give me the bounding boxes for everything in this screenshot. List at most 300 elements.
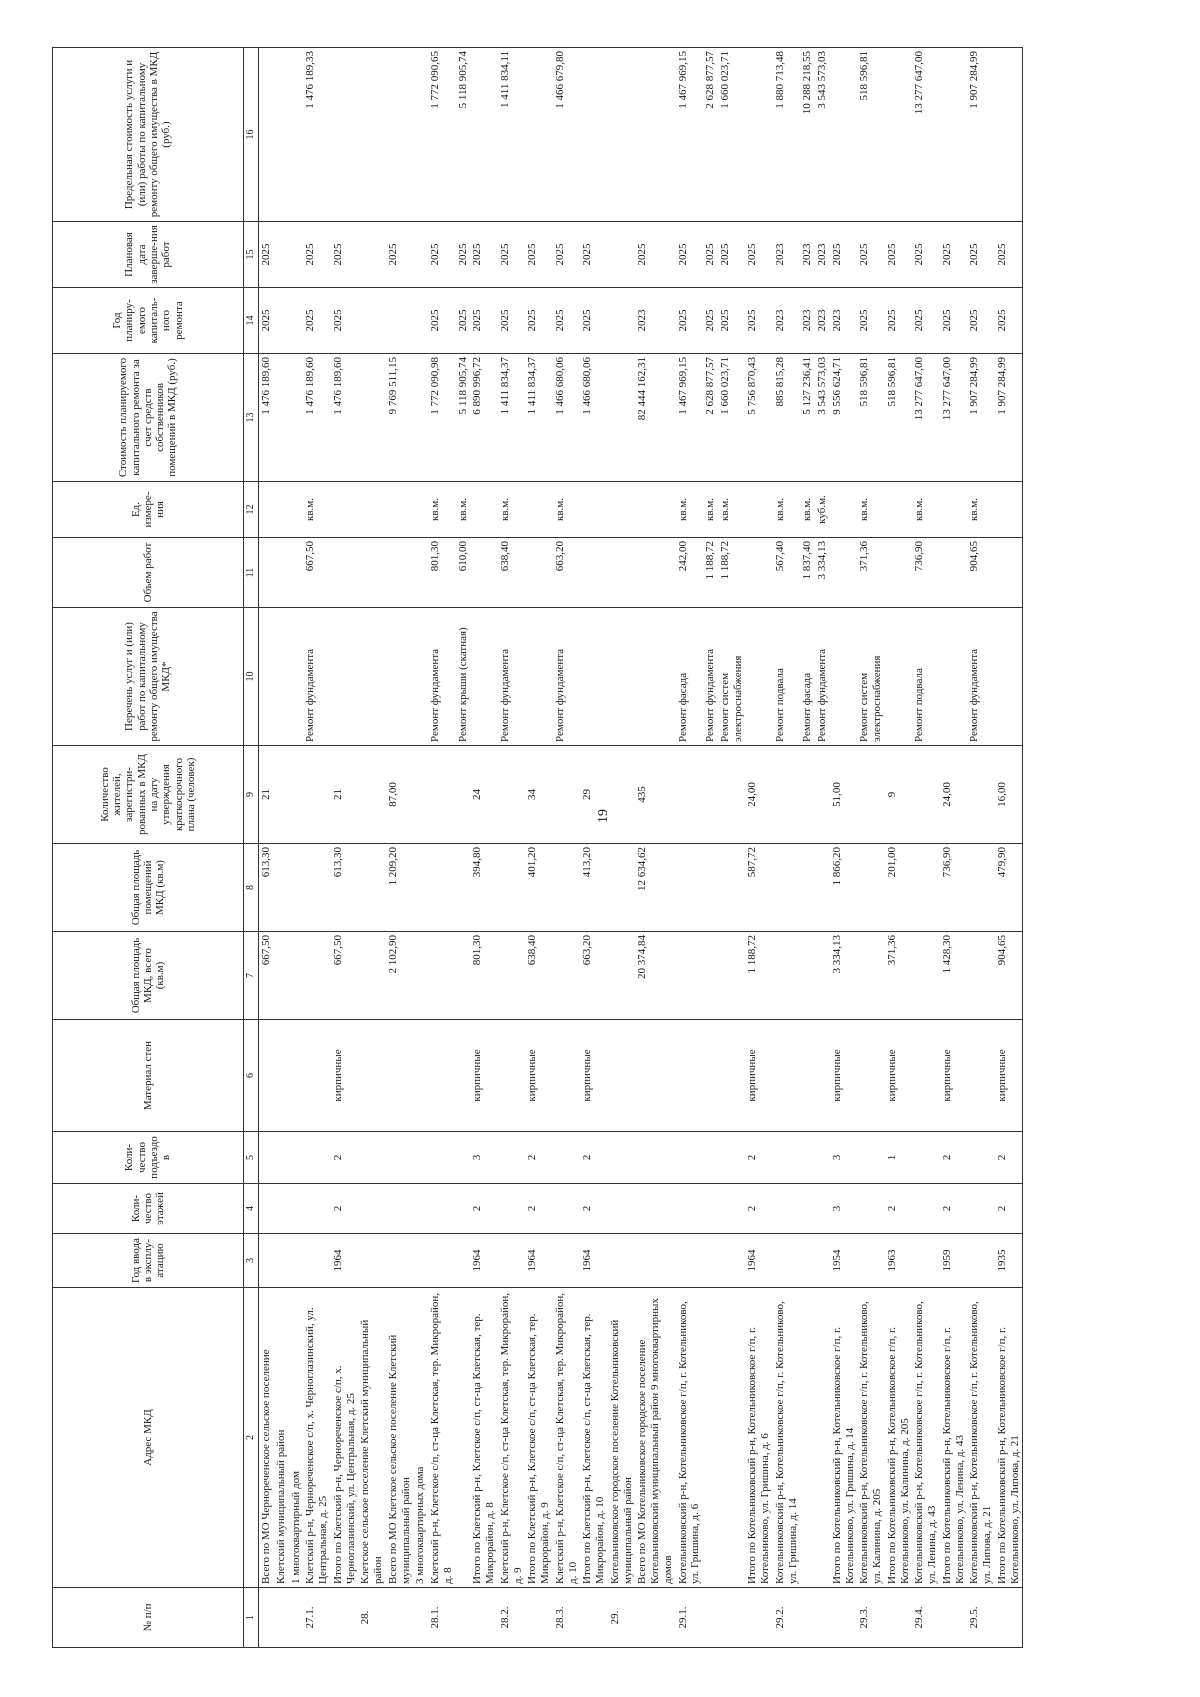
- column-number-11: 11: [244, 538, 259, 608]
- table-cell-col-12: кв.м.: [553, 482, 581, 538]
- table-cell-col-13: 2 628 877,57: [703, 354, 718, 482]
- table-cell-col-8: [718, 844, 746, 932]
- table-cell-col-5: [608, 1132, 636, 1184]
- table-cell-col-14: 2025: [703, 288, 718, 354]
- table-cell-col-16: [413, 48, 428, 222]
- table-cell-col-1: [525, 1588, 553, 1648]
- table-row: [815, 48, 830, 1648]
- table-row: [718, 48, 746, 1648]
- table-cell-col-13: 1 476 189,60: [303, 354, 331, 482]
- table-cell-col-4: [773, 1184, 801, 1234]
- table-cell-col-3: 1964: [470, 1234, 498, 1288]
- table-cell-col-12: кв.м.: [303, 482, 331, 538]
- table-cell-col-2: Всего по МО Клетское сельское поселение Клетский муниципальный район: [386, 1288, 414, 1588]
- table-cell-col-2: Итого по Клетский р-н, Чернореченское с/п, х. Черноглазинский, ул. Центральная, д. 25: [331, 1288, 359, 1588]
- table-cell-col-13: 1 466 680,06: [580, 354, 608, 482]
- table-cell-col-2: Всего по МО Чернореченское сельское поселение: [259, 1288, 274, 1588]
- table-cell-col-9: [703, 746, 718, 844]
- table-cell-col-9: [274, 746, 289, 844]
- table-cell-col-13: 3 543 573,03: [815, 354, 830, 482]
- table-cell-col-8: 1 209,20: [386, 844, 414, 932]
- table-cell-col-15: 2025: [386, 222, 414, 288]
- table-cell-col-2: Итого по Котельниковский р-н, Котельниковское г/п, г. Котельниково, ул. Ленина, д. 43: [940, 1288, 968, 1588]
- table-cell-col-1: [995, 1588, 1023, 1648]
- table-cell-col-2: Итого по Клетский р-н, Клетское с/п, ст-ца Клетская, тер. Микрорайон, д. 9: [525, 1288, 553, 1588]
- table-cell-col-3: 1935: [995, 1234, 1023, 1288]
- table-cell-col-13: 885 815,28: [773, 354, 801, 482]
- table-cell-col-2: Итого по Котельниковский р-н, Котельниковское г/п, г. Котельниково, ул. Калинина, д. 205: [885, 1288, 913, 1588]
- table-cell-col-15: [358, 222, 386, 288]
- table-cell-col-16: 1 467 969,15: [676, 48, 704, 222]
- table-cell-col-16: 518 596,81: [857, 48, 885, 222]
- table-row: [830, 48, 858, 1648]
- table-cell-col-15: 2025: [830, 222, 858, 288]
- table-cell-col-8: [289, 844, 304, 932]
- table-cell-col-16: [995, 48, 1023, 222]
- table-cell-col-6: [676, 1020, 704, 1132]
- column-number-8: 8: [244, 844, 259, 932]
- table-cell-col-16: 1 907 284,99: [967, 48, 995, 222]
- table-cell-col-10: [830, 608, 858, 746]
- table-cell-col-3: 1963: [885, 1234, 913, 1288]
- table-cell-col-5: 2: [745, 1132, 773, 1184]
- table-cell-col-13: 1 466 680,06: [553, 354, 581, 482]
- table-cell-col-10: [940, 608, 968, 746]
- table-cell-col-10: Ремонт подвала: [912, 608, 940, 746]
- table-cell-col-6: [358, 1020, 386, 1132]
- table-cell-col-14: 2025: [912, 288, 940, 354]
- table-cell-col-15: 2025: [553, 222, 581, 288]
- table-cell-col-11: [940, 538, 968, 608]
- table-cell-col-7: 663,20: [580, 932, 608, 1020]
- column-header-4: Коли-чество этажей: [53, 1184, 244, 1234]
- table-cell-col-15: 2025: [967, 222, 995, 288]
- table-cell-col-11: [386, 538, 414, 608]
- table-cell-col-6: [815, 1020, 830, 1132]
- table-cell-col-1: [815, 1588, 830, 1648]
- table-cell-col-14: 2025: [857, 288, 885, 354]
- table-cell-col-6: [635, 1020, 675, 1132]
- table-cell-col-12: кв.м.: [857, 482, 885, 538]
- table-cell-col-15: 2025: [456, 222, 471, 288]
- table-cell-col-16: 1 880 713,48: [773, 48, 801, 222]
- table-cell-col-8: [773, 844, 801, 932]
- table-cell-col-5: [800, 1132, 815, 1184]
- table-cell-col-5: [303, 1132, 331, 1184]
- table-cell-col-12: кв.м.: [912, 482, 940, 538]
- column-header-1: № п/п: [53, 1588, 244, 1648]
- column-header-14: Год планиру-емого капиталь-ного ремонта: [53, 288, 244, 354]
- table-cell-col-5: [289, 1132, 304, 1184]
- table-cell-col-4: [386, 1184, 414, 1234]
- table-cell-col-12: [470, 482, 498, 538]
- table-cell-col-6: кирпичные: [525, 1020, 553, 1132]
- table-cell-col-8: [456, 844, 471, 932]
- table-cell-col-12: [608, 482, 636, 538]
- table-cell-col-8: [553, 844, 581, 932]
- table-cell-col-4: [274, 1184, 289, 1234]
- table-cell-col-6: кирпичные: [940, 1020, 968, 1132]
- table-cell-col-1: [703, 1588, 718, 1648]
- table-cell-col-13: [274, 354, 289, 482]
- table-cell-col-1: [386, 1588, 414, 1648]
- table-cell-col-5: [857, 1132, 885, 1184]
- column-header-13: Стоимость планируемого капитального ремонта за счет средств собственников помещений в МКД (руб.): [53, 354, 244, 482]
- table-cell-col-1: [289, 1588, 304, 1648]
- table-cell-col-2: 3 многоквартирных дома: [413, 1288, 428, 1588]
- table-cell-col-8: 613,30: [331, 844, 359, 932]
- table-cell-col-15: 2025: [912, 222, 940, 288]
- column-number-10: 10: [244, 608, 259, 746]
- table-cell-col-15: 2025: [995, 222, 1023, 288]
- table-cell-col-10: Ремонт фундамента: [703, 608, 718, 746]
- table-cell-col-3: [498, 1234, 526, 1288]
- table-cell-col-3: [274, 1234, 289, 1288]
- table-cell-col-5: [259, 1132, 274, 1184]
- table-cell-col-5: [773, 1132, 801, 1184]
- table-cell-col-7: [608, 932, 636, 1020]
- table-cell-col-12: кв.м.: [498, 482, 526, 538]
- table-cell-col-8: [498, 844, 526, 932]
- table-cell-col-16: [830, 48, 858, 222]
- table-cell-col-11: 667,50: [303, 538, 331, 608]
- table-cell-col-3: [413, 1234, 428, 1288]
- table-cell-col-7: [274, 932, 289, 1020]
- table-row: [995, 48, 1023, 1648]
- table-cell-col-6: кирпичные: [580, 1020, 608, 1132]
- table-cell-col-7: [967, 932, 995, 1020]
- table-cell-col-7: [303, 932, 331, 1020]
- table-cell-col-7: [773, 932, 801, 1020]
- table-cell-col-3: [456, 1234, 471, 1288]
- table-cell-col-3: 1964: [525, 1234, 553, 1288]
- table-cell-col-9: [413, 746, 428, 844]
- table-cell-col-12: [745, 482, 773, 538]
- table-cell-col-7: 20 374,84: [635, 932, 675, 1020]
- table-cell-col-11: [470, 538, 498, 608]
- table-cell-col-2: [815, 1288, 830, 1588]
- table-cell-col-8: [912, 844, 940, 932]
- table-row: [635, 48, 675, 1648]
- table-cell-col-2: Всего по МО Котельниковское городское поселение Котельниковский муниципальный район 9 многоквартирных домов: [635, 1288, 675, 1588]
- table-cell-col-13: 518 596,81: [857, 354, 885, 482]
- table-cell-col-14: 2025: [428, 288, 456, 354]
- table-row: [940, 48, 968, 1648]
- table-cell-col-5: [553, 1132, 581, 1184]
- table-cell-col-9: 16,00: [995, 746, 1023, 844]
- table-cell-col-14: 2023: [830, 288, 858, 354]
- table-cell-col-13: [608, 354, 636, 482]
- table-cell-col-1: [635, 1588, 675, 1648]
- table-row: [703, 48, 718, 1648]
- table-row: [608, 48, 636, 1648]
- table-cell-col-5: [413, 1132, 428, 1184]
- table-cell-col-16: 3 543 573,03: [815, 48, 830, 222]
- table-cell-col-14: 2025: [259, 288, 274, 354]
- table-cell-col-12: [289, 482, 304, 538]
- table-cell-col-2: 1 многоквартирный дом: [289, 1288, 304, 1588]
- table-cell-col-13: 9 556 624,71: [830, 354, 858, 482]
- table-cell-col-12: кв.м.: [428, 482, 456, 538]
- table-cell-col-15: 2025: [498, 222, 526, 288]
- column-number-16: 16: [244, 48, 259, 222]
- table-row: [580, 48, 608, 1648]
- table-cell-col-5: [718, 1132, 746, 1184]
- table-row: [470, 48, 498, 1648]
- table-cell-col-15: 2025: [885, 222, 913, 288]
- table-cell-col-3: [303, 1234, 331, 1288]
- table-cell-col-4: [289, 1184, 304, 1234]
- capital-repair-plan-table: [52, 47, 1023, 1648]
- table-cell-col-10: Ремонт подвала: [773, 608, 801, 746]
- table-cell-col-3: 1954: [830, 1234, 858, 1288]
- table-cell-col-9: [608, 746, 636, 844]
- table-cell-col-7: 667,50: [331, 932, 359, 1020]
- table-cell-col-4: 2: [885, 1184, 913, 1234]
- table-cell-col-14: [386, 288, 414, 354]
- table-cell-col-10: [274, 608, 289, 746]
- table-cell-col-4: 2: [940, 1184, 968, 1234]
- table-cell-col-5: 2: [940, 1132, 968, 1184]
- table-cell-col-3: [676, 1234, 704, 1288]
- rotated-table-container: [52, 48, 1147, 1648]
- table-cell-col-12: кв.м.: [967, 482, 995, 538]
- table-row: [745, 48, 773, 1648]
- table-cell-col-11: 1 837,40: [800, 538, 815, 608]
- table-cell-col-8: 613,30: [259, 844, 274, 932]
- table-cell-col-12: [274, 482, 289, 538]
- table-cell-col-12: кв.м.: [800, 482, 815, 538]
- table-cell-col-7: [428, 932, 456, 1020]
- table-cell-col-6: кирпичные: [470, 1020, 498, 1132]
- column-number-9: 9: [244, 746, 259, 844]
- table-cell-col-2: Котельниковский р-н, Котельниковское г/п, г. Котельниково, ул. Калинина, д. 205: [857, 1288, 885, 1588]
- table-cell-col-1: [940, 1588, 968, 1648]
- table-cell-col-2: Котельниковский р-н, Котельниковское г/п, г. Котельниково, ул. Гришина, д. 6: [676, 1288, 704, 1588]
- table-cell-col-2: Котельниковский р-н, Котельниковское г/п, г. Котельниково, ул. Ленина, д. 43: [912, 1288, 940, 1588]
- table-cell-col-7: 2 102,90: [386, 932, 414, 1020]
- table-cell-col-9: 87,00: [386, 746, 414, 844]
- table-cell-col-3: [635, 1234, 675, 1288]
- table-cell-col-16: 10 288 218,55: [800, 48, 815, 222]
- table-cell-col-3: [358, 1234, 386, 1288]
- table-cell-col-2: Котельниковский р-н, Котельниковское г/п, г. Котельниково, ул. Липова, д. 21: [967, 1288, 995, 1588]
- table-cell-col-1: 28.3.: [553, 1588, 581, 1648]
- table-cell-col-12: [940, 482, 968, 538]
- table-cell-col-5: [912, 1132, 940, 1184]
- column-header-6: Материал стен: [53, 1020, 244, 1132]
- table-cell-col-2: [718, 1288, 746, 1588]
- table-row: [386, 48, 414, 1648]
- table-cell-col-14: 2025: [940, 288, 968, 354]
- table-cell-col-7: [289, 932, 304, 1020]
- table-cell-col-6: [773, 1020, 801, 1132]
- table-cell-col-7: 1 428,30: [940, 932, 968, 1020]
- table-cell-col-10: Ремонт систем электроснабжения: [857, 608, 885, 746]
- table-cell-col-5: [676, 1132, 704, 1184]
- table-cell-col-9: [289, 746, 304, 844]
- table-cell-col-4: [358, 1184, 386, 1234]
- table-row: [525, 48, 553, 1648]
- table-cell-col-8: [857, 844, 885, 932]
- table-cell-col-13: 13 277 647,00: [940, 354, 968, 482]
- table-cell-col-11: [580, 538, 608, 608]
- column-header-2: Адрес МКД: [53, 1288, 244, 1588]
- table-cell-col-15: 2025: [303, 222, 331, 288]
- column-number-12: 12: [244, 482, 259, 538]
- table-cell-col-9: 51,00: [830, 746, 858, 844]
- table-cell-col-10: [331, 608, 359, 746]
- table-cell-col-8: 413,20: [580, 844, 608, 932]
- table-cell-col-7: 667,50: [259, 932, 274, 1020]
- table-cell-col-7: [703, 932, 718, 1020]
- table-cell-col-3: [608, 1234, 636, 1288]
- table-row: [800, 48, 815, 1648]
- table-cell-col-4: [635, 1184, 675, 1234]
- table-cell-col-5: [456, 1132, 471, 1184]
- table-cell-col-10: [580, 608, 608, 746]
- table-cell-col-10: Ремонт систем электроснабжения: [718, 608, 746, 746]
- table-cell-col-7: 371,36: [885, 932, 913, 1020]
- table-cell-col-16: [331, 48, 359, 222]
- table-cell-col-12: [386, 482, 414, 538]
- table-cell-col-9: [857, 746, 885, 844]
- table-cell-col-4: 2: [525, 1184, 553, 1234]
- table-cell-col-7: [498, 932, 526, 1020]
- table-cell-col-5: 1: [885, 1132, 913, 1184]
- table-cell-col-1: 27.1.: [303, 1588, 331, 1648]
- table-cell-col-11: 904,65: [967, 538, 995, 608]
- table-row: [967, 48, 995, 1648]
- table-cell-col-9: 9: [885, 746, 913, 844]
- table-cell-col-8: 201,00: [885, 844, 913, 932]
- table-cell-col-5: [386, 1132, 414, 1184]
- table-cell-col-4: 2: [470, 1184, 498, 1234]
- table-cell-col-2: Клетское сельское поселение Клетский муниципальный район: [358, 1288, 386, 1588]
- table-cell-col-9: [676, 746, 704, 844]
- table-cell-col-8: 479,90: [995, 844, 1023, 932]
- page-number: 19: [596, 809, 611, 823]
- table-cell-col-6: [703, 1020, 718, 1132]
- table-cell-col-1: [274, 1588, 289, 1648]
- table-cell-col-5: 3: [830, 1132, 858, 1184]
- table-cell-col-16: [289, 48, 304, 222]
- table-cell-col-10: Ремонт фасада: [676, 608, 704, 746]
- table-cell-col-14: 2025: [745, 288, 773, 354]
- table-cell-col-15: 2025: [745, 222, 773, 288]
- table-cell-col-16: 2 628 877,57: [703, 48, 718, 222]
- table-cell-col-12: [413, 482, 428, 538]
- table-cell-col-8: [303, 844, 331, 932]
- table-cell-col-1: 29.4.: [912, 1588, 940, 1648]
- table-cell-col-6: кирпичные: [995, 1020, 1023, 1132]
- table-cell-col-3: [857, 1234, 885, 1288]
- table-cell-col-13: 1 907 284,99: [995, 354, 1023, 482]
- table-row: [274, 48, 289, 1648]
- column-header-16: Предельная стоимость услуги и (или) работы по капитальному ремонту общего имущества в МКД (руб.): [53, 48, 244, 222]
- table-cell-col-15: 2023: [815, 222, 830, 288]
- table-cell-col-13: [413, 354, 428, 482]
- table-cell-col-3: 1959: [940, 1234, 968, 1288]
- table-cell-col-16: [885, 48, 913, 222]
- table-cell-col-9: [428, 746, 456, 844]
- table-cell-col-13: 1 476 189,60: [331, 354, 359, 482]
- table-cell-col-6: кирпичные: [885, 1020, 913, 1132]
- table-cell-col-6: [912, 1020, 940, 1132]
- table-cell-col-5: [967, 1132, 995, 1184]
- table-cell-col-7: 1 188,72: [745, 932, 773, 1020]
- table-cell-col-6: кирпичные: [830, 1020, 858, 1132]
- table-cell-col-2: Котельниковский р-н, Котельниковское г/п, г. Котельниково, ул. Гришина, д. 14: [773, 1288, 801, 1588]
- table-header-row: [53, 48, 244, 1648]
- table-cell-col-16: 1 411 834,11: [498, 48, 526, 222]
- table-cell-col-15: [608, 222, 636, 288]
- table-cell-col-15: 2025: [857, 222, 885, 288]
- column-number-row: [244, 48, 259, 1648]
- table-cell-col-10: Ремонт фундамента: [815, 608, 830, 746]
- table-cell-col-10: [745, 608, 773, 746]
- table-cell-col-11: [745, 538, 773, 608]
- table-cell-col-4: [703, 1184, 718, 1234]
- table-cell-col-4: 2: [580, 1184, 608, 1234]
- table-cell-col-13: [358, 354, 386, 482]
- table-cell-col-7: [358, 932, 386, 1020]
- table-cell-col-16: [580, 48, 608, 222]
- table-cell-col-6: [718, 1020, 746, 1132]
- table-cell-col-16: [386, 48, 414, 222]
- table-cell-col-15: [413, 222, 428, 288]
- column-number-7: 7: [244, 932, 259, 1020]
- table-cell-col-7: [912, 932, 940, 1020]
- table-cell-col-13: 5 118 905,74: [456, 354, 471, 482]
- table-cell-col-15: [274, 222, 289, 288]
- table-cell-col-8: [815, 844, 830, 932]
- table-cell-col-5: 2: [580, 1132, 608, 1184]
- table-cell-col-5: 2: [525, 1132, 553, 1184]
- table-cell-col-4: 2: [745, 1184, 773, 1234]
- table-cell-col-9: [967, 746, 995, 844]
- table-cell-col-13: 13 277 647,00: [912, 354, 940, 482]
- table-cell-col-16: [635, 48, 675, 222]
- table-cell-col-6: [259, 1020, 274, 1132]
- column-header-15: Плановая дата заверше-ния работ: [53, 222, 244, 288]
- table-cell-col-10: [525, 608, 553, 746]
- table-row: [303, 48, 331, 1648]
- table-cell-col-10: [259, 608, 274, 746]
- table-cell-col-14: [358, 288, 386, 354]
- table-cell-col-10: [470, 608, 498, 746]
- table-cell-col-4: [553, 1184, 581, 1234]
- table-row: [857, 48, 885, 1648]
- table-cell-col-14: 2025: [331, 288, 359, 354]
- table-cell-col-2: Итого по Клетский р-н, Клетское с/п, ст-ца Клетская, тер. Микрорайон, д. 8: [470, 1288, 498, 1588]
- table-cell-col-7: [800, 932, 815, 1020]
- table-cell-col-10: [635, 608, 675, 746]
- table-cell-col-2: Клетский р-н, Чернореченское с/п, х. Черноглазинский, ул. Центральная, д. 25: [303, 1288, 331, 1588]
- table-cell-col-11: 736,90: [912, 538, 940, 608]
- table-cell-col-3: [815, 1234, 830, 1288]
- table-cell-col-8: [358, 844, 386, 932]
- table-cell-col-1: 29.5.: [967, 1588, 995, 1648]
- table-cell-col-15: 2025: [331, 222, 359, 288]
- table-cell-col-3: [967, 1234, 995, 1288]
- table-cell-col-1: 29.1.: [676, 1588, 704, 1648]
- table-cell-col-12: кв.м.: [676, 482, 704, 538]
- table-cell-col-4: [912, 1184, 940, 1234]
- column-header-9: Количество жителей, зарегистри-рованных в МКД на дату утверждения краткосрочного плана (человек): [53, 746, 244, 844]
- table-cell-col-1: [580, 1588, 608, 1648]
- table-cell-col-14: 2023: [773, 288, 801, 354]
